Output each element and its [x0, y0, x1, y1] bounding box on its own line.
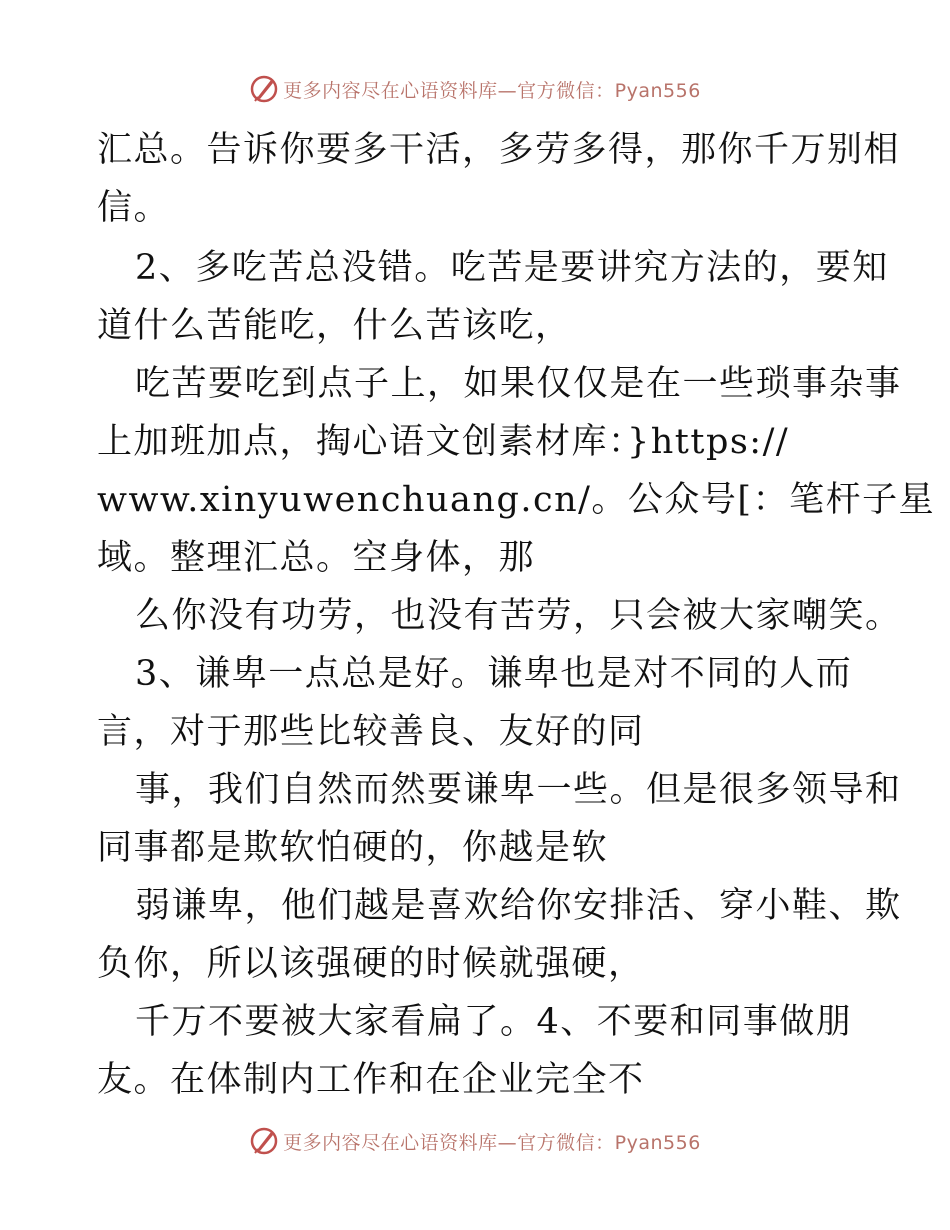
footer-banner-text: 更多内容尽在心语资料库—官方微信：Pyan556	[283, 1131, 701, 1154]
text-line: 千万不要被大家看扁了。4、不要和同事做朋	[135, 1002, 853, 1042]
text-line: 2、多吃苦总没错。吃苦是要讲究方法的，要知	[135, 248, 889, 288]
footer-banner	[0, 1124, 950, 1158]
text-line: 事，我们自然而然要谦卑一些。但是很多领导和	[135, 770, 902, 810]
text-line: www.xinyuwenchuang.cn/。公众号[：笔杆子星	[97, 480, 936, 520]
text-line: 负你，所以该强硬的时候就强硬，	[97, 944, 645, 984]
text-line: 域。整理汇总。空身体，那	[97, 538, 536, 578]
text-line: 弱谦卑，他们越是喜欢给你安排活、穿小鞋、欺	[135, 886, 902, 926]
text-line: 同事都是欺软怕硬的，你越是软	[97, 828, 609, 868]
text-line: 3、谦卑一点总是好。谦卑也是对不同的人而	[135, 654, 853, 694]
header-banner	[0, 72, 950, 106]
text-line: 信。	[97, 188, 171, 228]
feather-pen-logo-icon	[249, 1126, 279, 1156]
feather-pen-logo-icon	[249, 74, 279, 104]
text-line: 吃苦要吃到点子上，如果仅仅是在一些琐事杂事	[135, 364, 902, 404]
text-line: 汇总。告诉你要多干活，多劳多得，那你千万别相	[97, 130, 901, 170]
text-line: 上加班加点，掏心语文创素材库：}https://	[97, 422, 790, 462]
text-line: 言，对于那些比较善良、友好的同	[97, 712, 645, 752]
text-line: 么你没有功劳，也没有苦劳，只会被大家嘲笑。	[135, 596, 902, 636]
text-line: 友。在体制内工作和在企业完全不	[97, 1060, 645, 1100]
header-banner-text: 更多内容尽在心语资料库—官方微信：Pyan556	[283, 79, 701, 102]
text-line: 道什么苦能吃，什么苦该吃，	[97, 306, 572, 346]
